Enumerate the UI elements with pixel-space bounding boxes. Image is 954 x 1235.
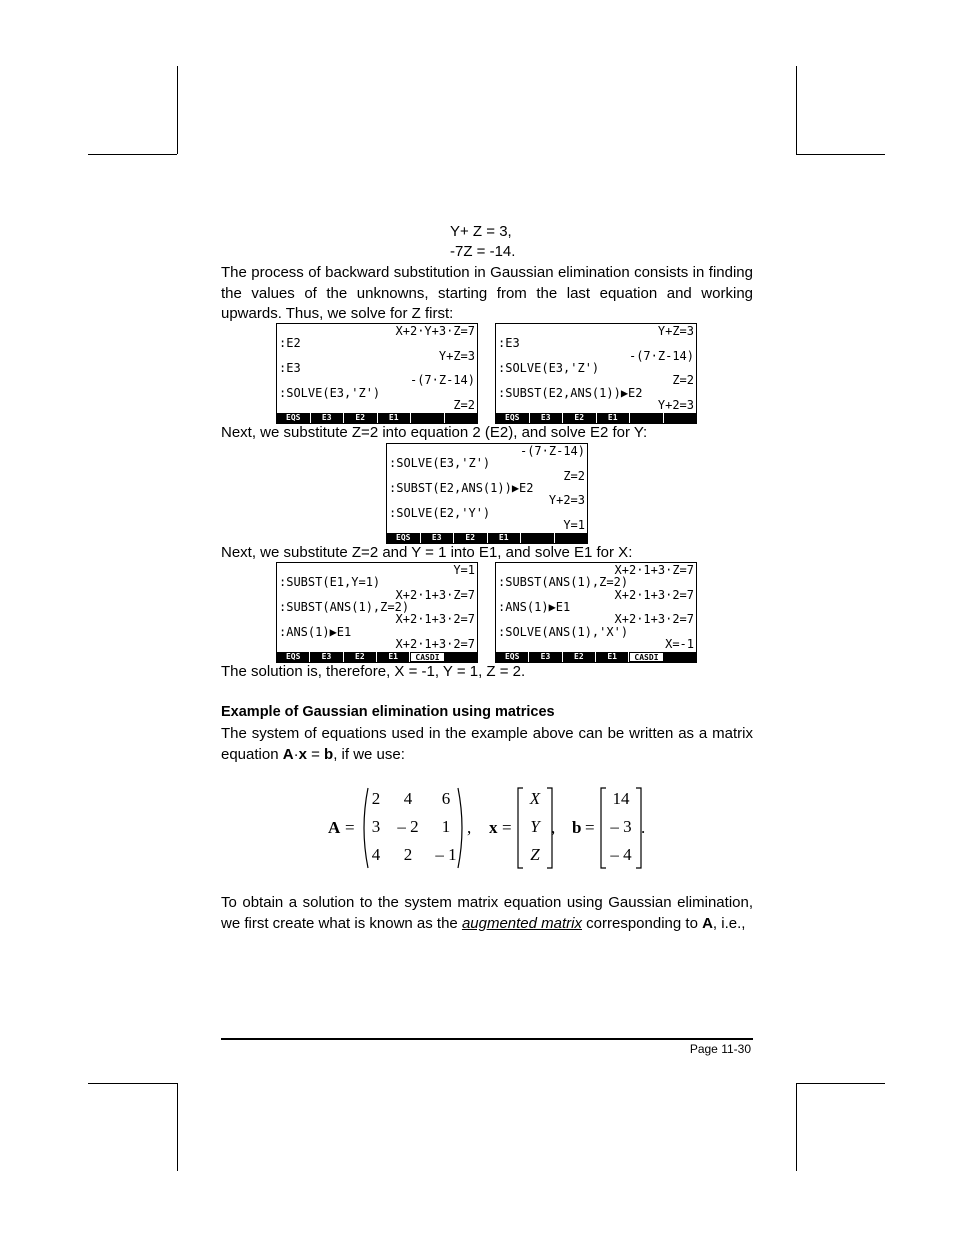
matrix-cell: 2 xyxy=(371,789,381,808)
softkey: CASDI xyxy=(410,652,444,662)
page-number: Page 11-30 xyxy=(689,1042,751,1056)
screen-result: X+2·Y+3·Z=7 xyxy=(395,324,475,338)
screen-result: Y=1 xyxy=(453,563,475,577)
equals-sign: = xyxy=(585,818,595,837)
bold-A: A xyxy=(702,914,713,932)
crop-mark xyxy=(88,154,177,155)
paragraph-next-y: Next, we substitute Z=2 into equation 2 (E2), and solve E2 for Y: xyxy=(221,424,648,441)
bold-A: A xyxy=(282,745,294,763)
softkey: E2 xyxy=(563,652,596,662)
softkey xyxy=(521,533,555,543)
screen-line xyxy=(279,399,475,411)
paragraph-matrix-equation xyxy=(221,724,753,765)
screen-result: Y=1 xyxy=(563,517,585,532)
crop-mark xyxy=(88,1083,177,1084)
vector-cell: 14 xyxy=(612,789,630,808)
screen-line xyxy=(498,626,694,638)
vector-cell: – 3 xyxy=(610,817,632,836)
equals-sign: = xyxy=(502,818,512,837)
softkey-menu xyxy=(277,413,477,423)
screen-line xyxy=(279,626,475,638)
screen-result: X+2·1+3·2=7 xyxy=(395,612,475,627)
screen-line xyxy=(498,325,694,337)
bold-b: b xyxy=(324,745,334,763)
screen-line xyxy=(498,564,694,576)
calculator-screen xyxy=(495,323,697,424)
vector-cell: – 4 xyxy=(610,845,632,864)
softkey-menu xyxy=(496,413,696,423)
calculator-screen xyxy=(276,562,478,663)
paragraph-next-x: Next, we substitute Z=2 and Y = 1 into E1, and solve E1 for X: xyxy=(221,544,633,561)
screen-result: X+2·1+3·Z=7 xyxy=(395,587,475,602)
equation-line: -7Z = -14. xyxy=(450,243,516,260)
screen-line xyxy=(498,337,694,349)
softkey: CASDI xyxy=(629,652,663,662)
softkey xyxy=(630,413,664,423)
vector-b-label: b xyxy=(572,818,582,837)
crop-mark xyxy=(796,66,797,154)
screen-result: X+2·1+3·2=7 xyxy=(614,587,694,602)
screen-line xyxy=(279,638,475,650)
softkey xyxy=(445,413,478,423)
matrix-cell: – 2 xyxy=(397,817,419,836)
screen-line xyxy=(279,325,475,337)
softkey: E1 xyxy=(488,533,522,543)
text: = xyxy=(306,745,325,763)
softkey xyxy=(555,533,588,543)
screen-line xyxy=(389,519,585,531)
matrix-cell: 3 xyxy=(371,817,381,836)
screen-line xyxy=(279,337,475,349)
footer-rule xyxy=(221,1038,753,1040)
screen-line xyxy=(279,589,475,601)
matrix-cell: 2 xyxy=(403,845,413,864)
softkey-menu xyxy=(496,652,696,662)
screen-line xyxy=(498,374,694,386)
comma: , xyxy=(467,818,472,837)
text: corresponding to xyxy=(582,914,703,932)
screen-line xyxy=(389,445,585,457)
paragraph-backward-substitution: The process of backward substitution in Gaussian elimination consists in finding the values of the unknowns, starting from the last equation and working upwards. Thus, we solve for Z first: xyxy=(221,264,753,322)
comma: , xyxy=(551,818,556,837)
matrix-A-parens xyxy=(358,786,470,870)
paragraph-augmented-matrix xyxy=(221,893,753,934)
softkey: E2 xyxy=(563,413,597,423)
softkey: E3 xyxy=(311,413,345,423)
equation-line: Y+ Z = 3, xyxy=(450,223,512,240)
screen-line xyxy=(279,613,475,625)
screen-line xyxy=(498,589,694,601)
softkey: E3 xyxy=(529,652,562,662)
screen-line xyxy=(498,399,694,411)
softkey-menu xyxy=(387,533,587,543)
text: The system of equations used in the example above can be written as a matrix equation xyxy=(221,725,753,763)
calculator-screen xyxy=(276,323,478,424)
screen-result: -(7·Z-14) xyxy=(409,373,475,388)
screen-line xyxy=(498,601,694,613)
section-heading: Example of Gaussian elimination using matrices xyxy=(221,704,555,720)
screen-line xyxy=(279,601,475,613)
screen-input: :E2 xyxy=(279,336,301,351)
crop-mark xyxy=(177,1083,178,1171)
screen-result: X+2·1+3·2=7 xyxy=(395,636,475,651)
text: , i.e., xyxy=(712,914,746,932)
screen-result: X+2·1+3·Z=7 xyxy=(614,563,694,577)
crop-mark xyxy=(796,1083,797,1171)
screen-result: Z=2 xyxy=(453,397,475,412)
screen-line xyxy=(389,507,585,519)
screen-result: -(7·Z-14) xyxy=(628,348,694,363)
screen-line xyxy=(279,387,475,399)
crop-mark xyxy=(177,66,178,154)
screen-line xyxy=(279,374,475,386)
screen-line xyxy=(498,387,694,399)
softkey: E1 xyxy=(596,652,629,662)
softkey xyxy=(445,652,477,662)
bold-x: x xyxy=(298,745,307,763)
vector-b-brackets xyxy=(598,786,644,870)
screen-result: Y+Z=3 xyxy=(438,348,475,363)
screen-input: :SOLVE(E3,'Z') xyxy=(279,385,381,400)
screen-line xyxy=(498,613,694,625)
screen-result: Z=2 xyxy=(563,468,585,483)
screen-line xyxy=(279,576,475,588)
calculator-screen xyxy=(386,443,588,544)
vector-cell: Z xyxy=(530,845,540,864)
screen-line xyxy=(498,350,694,362)
screen-input: :SOLVE(E2,'Y') xyxy=(389,505,491,520)
screen-input: :SOLVE(E3,'Z') xyxy=(389,456,491,471)
matrix-cell: 6 xyxy=(441,789,451,808)
screen-input: :SUBST(E2,ANS(1))▶E2 xyxy=(389,480,534,495)
screen-input: :E3 xyxy=(498,336,520,351)
softkey xyxy=(664,652,696,662)
screen-input: :SOLVE(E3,'Z') xyxy=(498,360,600,375)
screen-input: :ANS(1)▶E1 xyxy=(279,624,352,639)
softkey: EQS xyxy=(277,652,310,662)
softkey-menu xyxy=(277,652,477,662)
screen-input: :SUBST(ANS(1),Z=2) xyxy=(279,599,410,614)
softkey: EQS xyxy=(496,652,529,662)
softkey: EQS xyxy=(496,413,530,423)
screen-line xyxy=(279,564,475,576)
matrix-cell: 4 xyxy=(371,845,381,864)
screen-result: X+2·1+3·2=7 xyxy=(614,612,694,627)
screen-result: -(7·Z-14) xyxy=(519,444,585,458)
softkey: E2 xyxy=(344,652,377,662)
matrix-A-label: A xyxy=(328,818,341,837)
matrix-cell: – 1 xyxy=(435,845,457,864)
screen-input: :SUBST(E2,ANS(1))▶E2 xyxy=(498,385,643,400)
softkey: E2 xyxy=(454,533,488,543)
softkey: E1 xyxy=(377,652,410,662)
solution-text: The solution is, therefore, X = -1, Y = 1, Z = 2. xyxy=(221,663,526,680)
softkey: E3 xyxy=(310,652,343,662)
screen-line xyxy=(498,362,694,374)
dot: · xyxy=(293,745,299,763)
matrix-cell: 1 xyxy=(441,817,451,836)
softkey: E2 xyxy=(344,413,378,423)
softkey: E3 xyxy=(530,413,564,423)
crop-mark xyxy=(796,1083,885,1084)
screen-input: :SUBST(E1,Y=1) xyxy=(279,575,381,590)
softkey xyxy=(664,413,697,423)
calculator-screen xyxy=(495,562,697,663)
screen-line xyxy=(389,470,585,482)
screen-result: Z=2 xyxy=(672,373,694,388)
screen-line xyxy=(389,494,585,506)
text: To obtain a solution to the system matrix equation using Gaussian elimination, we first create what is known as the xyxy=(221,894,753,932)
crop-mark xyxy=(796,154,885,155)
screen-input: :SUBST(ANS(1),Z=2) xyxy=(498,575,629,590)
equals-sign: = xyxy=(345,818,355,837)
augmented-matrix-link[interactable]: augmented matrix xyxy=(461,914,582,932)
screen-result: Y+2=3 xyxy=(657,397,694,412)
matrix-cell: 4 xyxy=(403,789,413,808)
screen-input: :SOLVE(ANS(1),'X') xyxy=(498,624,629,639)
softkey xyxy=(411,413,445,423)
softkey: E3 xyxy=(421,533,455,543)
screen-line xyxy=(389,482,585,494)
vector-x-label: x xyxy=(489,818,498,837)
vector-x-brackets xyxy=(515,786,555,870)
screen-result: Y+2=3 xyxy=(548,493,585,508)
screen-line xyxy=(279,350,475,362)
screen-input: :E3 xyxy=(279,360,301,375)
softkey: E1 xyxy=(378,413,412,423)
screen-line xyxy=(498,638,694,650)
softkey: E1 xyxy=(597,413,631,423)
screen-input: :ANS(1)▶E1 xyxy=(498,599,571,614)
screen-line xyxy=(389,457,585,469)
text: , if we use: xyxy=(333,745,405,763)
softkey: EQS xyxy=(277,413,311,423)
period: . xyxy=(641,818,646,837)
vector-cell: Y xyxy=(530,817,540,836)
vector-cell: X xyxy=(529,789,541,808)
softkey: EQS xyxy=(387,533,421,543)
screen-line xyxy=(498,576,694,588)
screen-result: Y+Z=3 xyxy=(657,324,694,338)
screen-line xyxy=(279,362,475,374)
screen-result: X=-1 xyxy=(665,636,694,651)
